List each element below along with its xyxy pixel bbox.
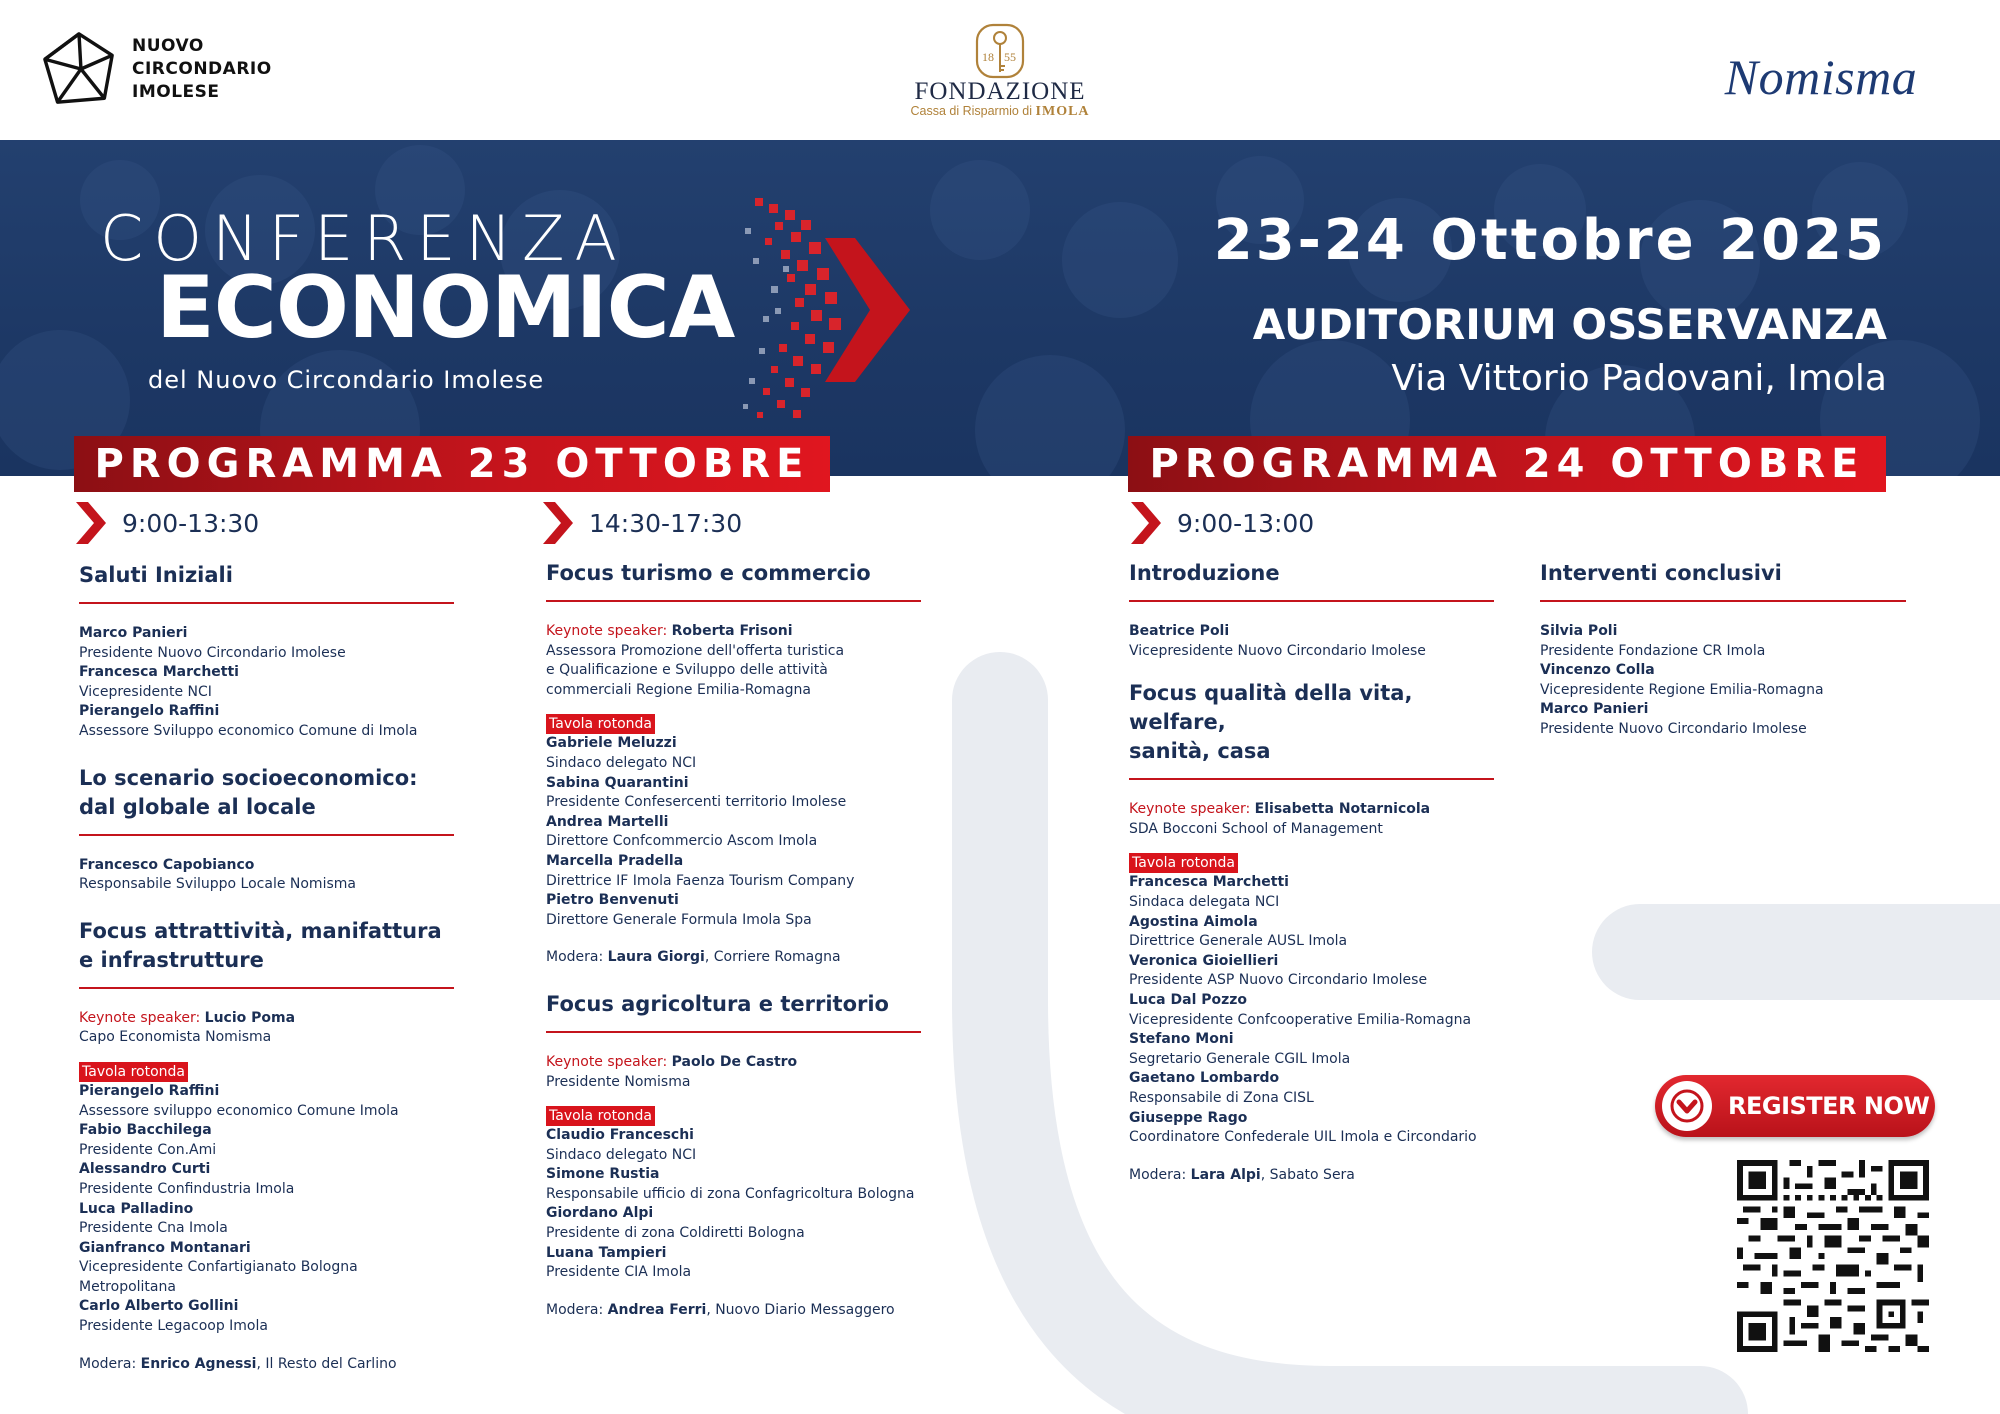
speaker-role: Presidente Nuovo Circondario Imolese [79, 644, 346, 661]
speaker-role: Presidente Confindustria Imola [79, 1180, 295, 1197]
speaker-list [1129, 873, 1494, 1147]
speaker-name: Luca Palladino [79, 1200, 194, 1217]
modera-label: Modera: [546, 1301, 604, 1318]
keynote-speaker [1129, 800, 1494, 839]
moderator [79, 1355, 454, 1375]
speaker-name: Marcella Pradella [546, 852, 684, 869]
header [0, 0, 2000, 140]
modera-label: Modera: [1129, 1166, 1187, 1183]
speaker-role: Presidente Legacoop Imola [79, 1318, 268, 1335]
polyhedron-icon [40, 30, 118, 108]
speaker-role: Vicepresidente Regione Emilia-Romagna [1540, 681, 1824, 698]
keynote-role: Assessora Promozione dell'offerta turistica [546, 642, 845, 659]
speaker-role: Segretario Generale CGIL Imola [1129, 1050, 1351, 1067]
section-agricoltura [546, 990, 921, 1321]
modera-name: Andrea Ferri [607, 1301, 707, 1318]
section-title: Saluti Iniziali [79, 563, 233, 587]
nci-logo-text [132, 35, 272, 104]
speaker-name: Agostina Aimola [1129, 913, 1258, 930]
red-divider [79, 602, 454, 604]
speaker-name: Beatrice Poli [1129, 623, 1230, 639]
register-label: REGISTER NOW [1728, 1092, 1930, 1120]
modera-name: Lara Alpi [1190, 1166, 1261, 1183]
speaker-role: Assessore sviluppo economico Comune Imola [79, 1102, 399, 1119]
chevron-right-icon [76, 502, 106, 544]
speaker-list [546, 734, 921, 930]
event-date: 23-24 Ottobre 2025 [1213, 208, 1887, 273]
speaker-role: Assessore Sviluppo economico Comune di Imola [79, 722, 418, 739]
speaker-name: Francesca Marchetti [79, 664, 239, 681]
speaker-role: Presidente ASP Nuovo Circondario Imolese [1129, 972, 1428, 989]
section-title-line: Focus qualità della vita, welfare, [1129, 681, 1413, 735]
speaker-name: Pierangelo Raffini [79, 1082, 220, 1099]
nci-logo-line: CIRCONDARIO [132, 58, 272, 79]
day2-closing-column [1540, 559, 1906, 740]
section-title-line: Focus attrattività, manifattura [79, 918, 442, 943]
speaker-role: Responsabile di Zona CISL [1129, 1089, 1314, 1106]
speaker-role: Direttore Generale Formula Imola Spa [546, 911, 812, 928]
speaker-name: Vincenzo Colla [1540, 662, 1655, 679]
speaker-list [79, 1082, 454, 1337]
red-divider [1129, 778, 1494, 780]
modera-name: Enrico Agnessi [140, 1355, 257, 1372]
section-conclusivi [1540, 559, 1906, 740]
day1-morning-column [79, 561, 454, 1374]
speaker-name: Gianfranco Montanari [79, 1239, 251, 1256]
speaker-list [1540, 622, 1906, 740]
red-divider [79, 987, 454, 989]
speaker-role: Direttore Confcommercio Ascom Imola [546, 833, 818, 850]
section-title-line: dal globale al locale [79, 794, 316, 819]
check-chevron-icon [1670, 1089, 1704, 1123]
fondazione-sub-text: Cassa di Risparmio di [910, 104, 1033, 118]
modera-org: , Corriere Romagna [704, 949, 841, 966]
section-qualita [1129, 679, 1494, 1185]
time-label: 9:00-13:30 [122, 508, 260, 538]
red-divider [546, 1031, 921, 1033]
red-divider [1540, 600, 1906, 602]
tavola-rotonda-badge: Tavola rotonda [546, 1106, 655, 1126]
programme-day2-heading: PROGRAMMA 24 OTTOBRE [1128, 436, 1886, 492]
keynote-name: Roberta Frisoni [671, 623, 793, 639]
speaker-role: Direttrice Generale AUSL Imola [1129, 933, 1348, 950]
speaker-name: Veronica Gioiellieri [1129, 952, 1279, 969]
section-turismo [546, 559, 921, 968]
speaker-name: Claudio Franceschi [546, 1127, 694, 1144]
fondazione-sub-city: IMOLA [1035, 104, 1090, 119]
speaker-name: Alessandro Curti [79, 1161, 211, 1178]
section-title: Interventi conclusivi [1540, 561, 1782, 585]
chevron-right-icon [543, 502, 573, 544]
keynote-speaker [546, 622, 921, 700]
speaker-name: Pierangelo Raffini [79, 703, 220, 720]
pixel-arrow-graphic [735, 198, 915, 428]
speaker-role: Presidente di zona Coldiretti Bologna [546, 1225, 805, 1242]
section-title [79, 917, 454, 975]
hero-banner [0, 140, 2000, 476]
day2-main-column [1129, 559, 1494, 1185]
speaker-role: Presidente CIA Imola [546, 1264, 692, 1281]
speaker-name: Carlo Alberto Gollini [79, 1298, 239, 1315]
keynote-name: Lucio Poma [204, 1009, 296, 1026]
modera-org: , Il Resto del Carlino [256, 1355, 397, 1372]
time-slot-day1-afternoon [543, 502, 742, 544]
speaker-name: Francesco Capobianco [79, 856, 255, 873]
conference-title-line2: ECONOMICA [156, 258, 735, 358]
section-introduzione [1129, 559, 1494, 661]
nci-logo [40, 30, 272, 108]
section-title: Introduzione [1129, 561, 1280, 585]
speaker-list [1129, 622, 1494, 661]
time-slot-day2 [1131, 502, 1314, 544]
keynote-role: commerciali Regione Emilia-Romagna [546, 681, 811, 698]
speaker-role: Vicepresidente NCI [79, 683, 212, 700]
fondazione-sub [905, 104, 1095, 120]
keynote-role: Presidente Nomisma [546, 1073, 691, 1090]
section-title-line: Lo scenario socioeconomico: [79, 765, 418, 790]
nci-logo-line: NUOVO [132, 35, 204, 56]
chevron-right-icon [1131, 502, 1161, 544]
tavola-rotonda-badge: Tavola rotonda [79, 1062, 188, 1082]
speaker-role: Vicepresidente Confcooperative Emilia-Romagna [1129, 1011, 1472, 1028]
section-title [79, 764, 454, 822]
speaker-role: Vicepresidente Confartigianato Bologna Metropolitana [79, 1259, 358, 1295]
keynote-speaker [79, 1009, 454, 1048]
speaker-name: Luana Tampieri [546, 1244, 667, 1261]
keynote-speaker [546, 1053, 921, 1092]
day1-afternoon-column [546, 559, 921, 1320]
section-saluti [79, 561, 454, 742]
time-label: 14:30-17:30 [589, 508, 743, 538]
keynote-name: Paolo De Castro [671, 1053, 798, 1070]
speaker-role: Presidente Confesercenti territorio Imolese [546, 794, 847, 811]
qr-code[interactable] [1737, 1160, 1929, 1352]
red-divider [1129, 600, 1494, 602]
speaker-name: Marco Panieri [79, 625, 188, 641]
key-seal-icon [973, 22, 1027, 80]
speaker-name: Luca Dal Pozzo [1129, 991, 1248, 1008]
fondazione-logo [905, 22, 1095, 120]
fondazione-name: FONDAZIONE [914, 78, 1086, 105]
keynote-label: Keynote speaker: [546, 623, 668, 639]
tavola-rotonda-badge: Tavola rotonda [546, 714, 655, 734]
speaker-list [546, 1126, 921, 1283]
speaker-role: Presidente Cna Imola [79, 1220, 228, 1237]
keynote-label: Keynote speaker: [79, 1009, 201, 1026]
speaker-name: Andrea Martelli [546, 813, 669, 830]
section-title [1129, 679, 1494, 766]
speaker-role: Presidente Con.Ami [79, 1141, 217, 1158]
keynote-label: Keynote speaker: [1129, 801, 1251, 818]
speaker-role: Direttrice IF Imola Faenza Tourism Company [546, 872, 855, 889]
speaker-role: Sindaco delegato NCI [546, 1146, 697, 1163]
speaker-list [79, 856, 454, 895]
speaker-role: Responsabile ufficio di zona Confagricoltura Bologna [546, 1185, 915, 1202]
keynote-label: Keynote speaker: [546, 1053, 668, 1070]
modera-label: Modera: [546, 949, 604, 966]
seal-year-left: 18 [982, 50, 994, 64]
speaker-role: Presidente Nuovo Circondario Imolese [1540, 720, 1807, 737]
speaker-role: Sindaca delegata NCI [1129, 893, 1280, 910]
section-title-line: sanità, casa [1129, 739, 1271, 764]
speaker-role: Sindaco delegato NCI [546, 754, 697, 771]
time-label: 9:00-13:00 [1177, 508, 1315, 538]
speaker-list [79, 624, 454, 742]
speaker-name: Fabio Bacchilega [79, 1122, 212, 1139]
keynote-role: Capo Economista Nomisma [79, 1029, 272, 1046]
section-title: Focus agricoltura e territorio [546, 991, 889, 1016]
keynote-name: Elisabetta Notarnicola [1254, 801, 1431, 818]
modera-label: Modera: [79, 1355, 137, 1372]
section-title-line: e infrastrutture [79, 947, 264, 972]
event-venue: AUDITORIUM OSSERVANZA [1252, 300, 1887, 349]
speaker-name: Marco Panieri [1540, 701, 1649, 718]
speaker-name: Francesca Marchetti [1129, 874, 1289, 891]
moderator [546, 948, 921, 968]
modera-name: Laura Giorgi [607, 949, 705, 966]
nomisma-logo: Nomisma [1724, 49, 1918, 105]
speaker-name: Simone Rustia [546, 1166, 660, 1183]
programme-day1-heading: PROGRAMMA 23 OTTOBRE [74, 436, 830, 492]
speaker-name: Giordano Alpi [546, 1205, 654, 1222]
modera-org: , Nuovo Diario Messaggero [706, 1301, 895, 1318]
speaker-role: Presidente Fondazione CR Imola [1540, 642, 1766, 659]
keynote-role: e Qualificazione e Sviluppo delle attività [546, 662, 828, 679]
event-address: Via Vittorio Padovani, Imola [1391, 358, 1887, 399]
speaker-role: Vicepresidente Nuovo Circondario Imolese [1129, 642, 1426, 659]
register-check-circle [1662, 1081, 1712, 1131]
moderator [1129, 1166, 1494, 1186]
register-now-button[interactable] [1655, 1075, 1935, 1137]
speaker-name: Silvia Poli [1540, 623, 1618, 639]
nci-logo-line: IMOLESE [132, 81, 220, 102]
speaker-name: Giuseppe Rago [1129, 1109, 1248, 1126]
conference-subtitle: del Nuovo Circondario Imolese [148, 366, 545, 394]
time-slot-day1-morning [76, 502, 259, 544]
speaker-name: Stefano Moni [1129, 1031, 1234, 1048]
speaker-role: Responsabile Sviluppo Locale Nomisma [79, 876, 356, 893]
moderator [546, 1301, 921, 1321]
conference-title-line1: CONFERENZA [100, 202, 627, 275]
red-divider [546, 600, 921, 602]
speaker-name: Sabina Quarantini [546, 774, 689, 791]
section-title: Focus turismo e commercio [546, 561, 871, 585]
speaker-name: Pietro Benvenuti [546, 892, 679, 909]
speaker-name: Gaetano Lombardo [1129, 1070, 1280, 1087]
seal-year-right: 55 [1004, 50, 1016, 64]
red-divider [79, 834, 454, 836]
tavola-rotonda-badge: Tavola rotonda [1129, 853, 1238, 873]
speaker-role: Coordinatore Confederale UIL Imola e Circondario [1129, 1129, 1477, 1146]
speaker-name: Gabriele Meluzzi [546, 735, 677, 752]
keynote-role: SDA Bocconi School of Management [1129, 820, 1383, 837]
section-scenario [79, 764, 454, 895]
modera-org: , Sabato Sera [1260, 1166, 1355, 1183]
section-attrattivita [79, 917, 454, 1375]
